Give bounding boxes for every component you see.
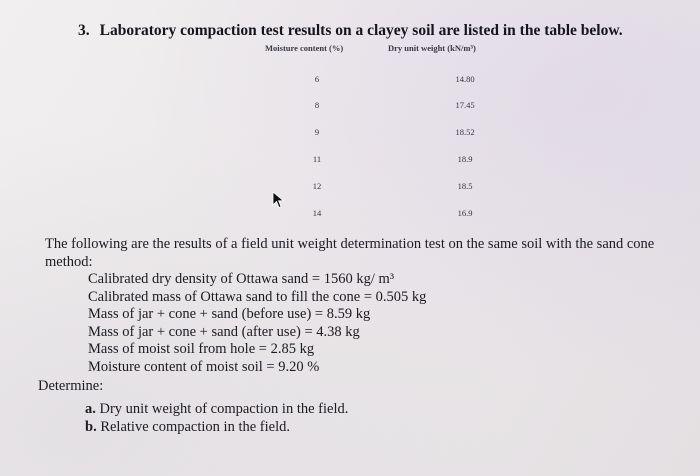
task-letter: b. [85, 419, 97, 435]
moisture-column-header: Moisture content (%) [265, 43, 344, 53]
list-item: Calibrated mass of Ottawa sand to fill the cone = 0.505 kg [88, 288, 427, 305]
task-item-a [85, 400, 348, 418]
dry-weight-cell-2: 17.45 [455, 100, 475, 110]
dry-weight-cell-4: 18.9 [457, 154, 473, 164]
question-title [78, 22, 623, 40]
list-item: Mass of jar + cone + sand (after use) = 4.38 kg [88, 323, 360, 340]
moisture-cell-2: 8 [314, 100, 320, 110]
field-test-data-list [88, 271, 426, 377]
dry-weight-cell-5: 18.5 [457, 181, 473, 191]
dry-weight-cell-3: 18.52 [455, 127, 475, 137]
dry-weight-column-header: Dry unit weight (kN/m³) [388, 43, 476, 53]
task-text: Dry unit weight of compaction in the field. [99, 401, 349, 417]
moisture-cell-4: 11 [312, 154, 322, 164]
task-item-b [85, 418, 348, 436]
dry-weight-cell-6: 16.9 [457, 208, 473, 218]
moisture-cell-5: 12 [312, 181, 322, 191]
moisture-cell-1: 6 [314, 74, 320, 84]
task-list [85, 400, 348, 436]
task-letter: a. [85, 401, 96, 417]
determine-label: Determine: [38, 378, 104, 394]
moisture-cell-6: 14 [312, 208, 322, 218]
question-text: Laboratory compaction test results on a clayey soil are listed in the table below. [99, 22, 623, 39]
dry-weight-cell-1: 14.80 [455, 74, 475, 84]
question-number: 3. [78, 22, 90, 39]
list-item: Moisture content of moist soil = 9.20 % [88, 358, 320, 375]
mouse-pointer-icon [272, 191, 286, 209]
list-item: Calibrated dry density of Ottawa sand = 1560 kg/ m³ [88, 271, 395, 287]
moisture-cell-3: 9 [314, 127, 320, 137]
task-text: Relative compaction in the field. [100, 419, 290, 435]
list-item: Mass of moist soil from hole = 2.85 kg [88, 341, 315, 358]
list-item: Mass of jar + cone + sand (before use) = 8.59 kg [88, 306, 371, 323]
field-test-intro: The following are the results of a field unit weight determination test on the same soil with the sand cone method: [45, 236, 655, 270]
